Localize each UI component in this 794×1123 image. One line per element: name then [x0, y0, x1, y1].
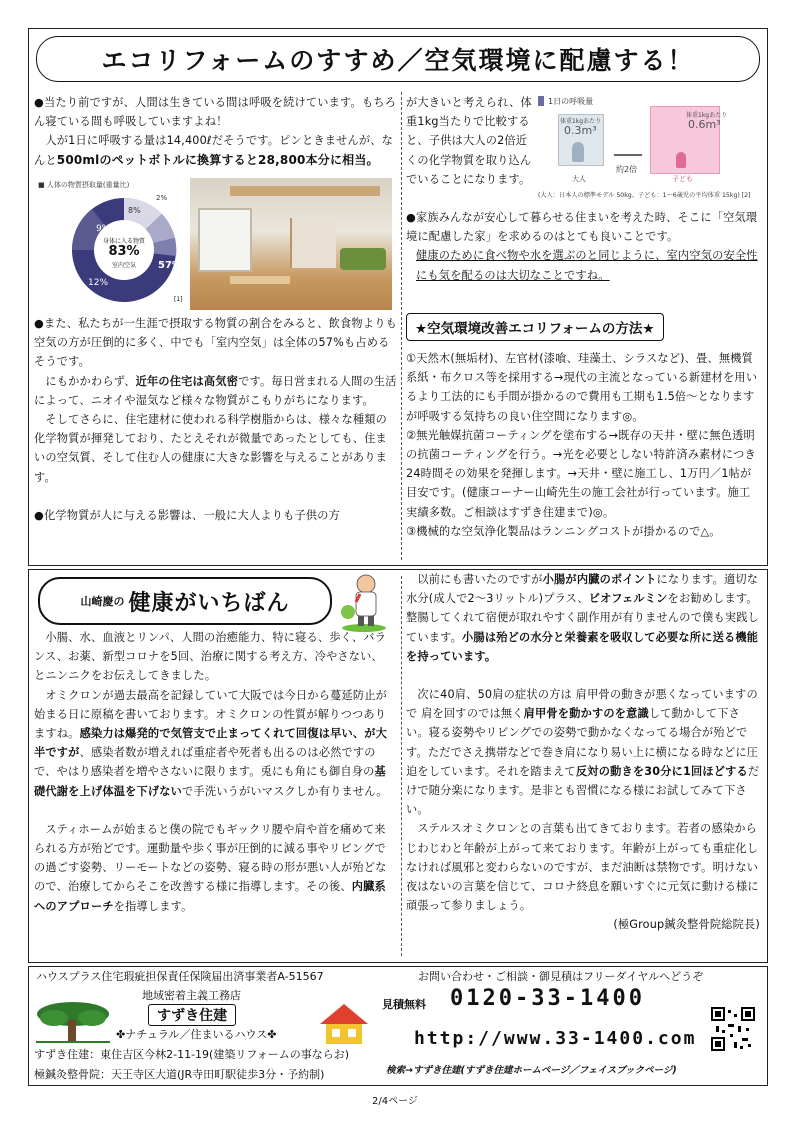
clinic-address: 極鍼灸整骨院：天王寺区大道(JR寺田町駅徒歩3分・予約制): [34, 1068, 325, 1081]
segment-other-value: 2%: [156, 194, 168, 202]
page-number: 2/4ページ: [372, 1096, 418, 1107]
health-column-divider: [401, 576, 402, 956]
para-children: ●化学物質が人に与える影響は、一般に大人よりも子供の方: [34, 508, 341, 522]
para-air-safety: 健康のために食べ物や水を選ぶのと同じように、室内空気の安全性にも気を配るのは大切なことですね。: [416, 249, 758, 282]
method-list: [406, 349, 760, 541]
para-volume: 人が1日に呼吸する量は14,400ℓだそうです。ピンときませんが、なんと500mlのペットボトルに換算すると28,800本分に相当。: [34, 134, 394, 167]
chart-center-value: 83%: [108, 244, 140, 259]
chart-center-sub: 身体に入る物質: [102, 238, 145, 245]
search-note: 検索→すずき住建(すずき住建ホームページ／フェイスブックページ): [386, 1065, 677, 1076]
health-para-3: スティホームが始まると僕の院でもギックリ腰や肩や首を痛めて来られる方が殆どです。運動量や歩く事が圧倒的に減る事やリビングでの過ごす姿勢、リーモートなどの姿勢、寝る時の形が悪い人が殆どなので、治療してからそこを改善する様に指導します。その後、内臓系へのアプローチを指導します。: [34, 822, 387, 913]
page-title: エコリフォームのすすめ／空気環境に配慮する！: [36, 36, 760, 82]
para-healthy-home: ●家族みんなが安心して暮らせる住まいを考えた時、そこに「空気環境に配慮した家」を求めるのはとても良いことです。: [406, 211, 758, 244]
footer-local-builder: 地域密着主義工務店: [142, 989, 241, 1002]
website-url[interactable]: http://www.33-1400.com: [414, 1028, 697, 1049]
company-name: すずき住建: [148, 1004, 236, 1026]
health-title-big: 健康がいちばん: [128, 590, 290, 616]
contact-note: お問い合わせ・ご相談・御見積はフリーダイヤルへどうぞ: [418, 970, 704, 983]
child-name: 子ども: [672, 175, 693, 183]
left-column-lower: [34, 314, 398, 525]
figure-title: 1日の呼吸量: [548, 97, 594, 106]
window: [198, 208, 252, 272]
house-icon: [318, 1002, 370, 1046]
health-para-6: ステルスオミクロンとの言葉も出てきております。若者の感染からじわじわと年齢が上がって来ております。年齢が上がっても重症化しなければ風邪と変わらないのですが、まだ油断は禁物です。明けない夜はないの言葉を信じて、コロナ終息を願いすぐに元気に動ける様に頑張って参りましょう。: [406, 822, 759, 913]
health-title-small: 山崎慶の: [80, 595, 125, 608]
intake-chart-image: [36, 178, 186, 308]
child-icon: [676, 152, 686, 168]
breathing-figure: [538, 94, 762, 208]
chart-title: ■ 人体の物質摂取量(重量比): [38, 181, 130, 189]
method-2: ②無光触媒抗菌コーティングを塗布する→既存の天井・壁に無色透明の抗菌コーティングを行う。→光を必要としない特許済み素材につき24時間その効果を発揮します。→天井・壁に施工し、1万円／1帖が目安です。(健康コーナー山崎先生の施工会社が行っています。施工実績多数。ご相談はすずき住建まで)◎。: [406, 428, 756, 519]
footer-registration: ハウスプラス住宅瑕疵担保責任保険届出済事業者A-51567: [36, 970, 324, 983]
left-column: [34, 93, 398, 170]
chart-center-label: 室内空気: [111, 262, 136, 269]
para-chemicals: そしてさらに、住宅建材に使われる科学樹脂からは、様々な種類の化学物質が揮発しており、たとえそれが微量であったとしても、住まいの空気質、そして住む人の健康に大きな影響を与えることがあります。: [34, 413, 388, 484]
adult-name: 大人: [572, 175, 586, 183]
chart-source: [1]: [174, 296, 183, 303]
figure-note: (大人：日本人の標準モデル 50kg、子ども：1〜6歳児の平均体重 15kg) [2]: [538, 192, 751, 199]
method-heading: ★空気環境改善エコリフォームの方法★: [406, 313, 664, 341]
method-1: ①天然木(無垢材)、左官材(漆喰、珪藻土、シラスなど)、畳、無機質系紙・布クロス等を採用する→現代の主流となっている新建材を用いるより工法的にも手間が掛かるので費用も工期も1.5倍〜となりますが呼吸する気持ちの良い住空間になります◎。: [406, 352, 758, 423]
ceiling-beam: [230, 186, 380, 196]
child-label: 体重1kgあたり: [686, 112, 728, 119]
para-breathing: ●当たり前ですが、人間は生きている間は呼吸を続けています。もちろん寝ている間も呼吸していますよね！: [34, 96, 397, 129]
segment-public-value: 12%: [88, 278, 109, 288]
company-tagline: ✤ナチュラル／住まいるハウス✤: [116, 1028, 277, 1041]
adult-icon: [572, 142, 584, 162]
health-para-5: 次に40肩、50肩の症状の方は 肩甲骨の動きが悪くなっていますので 肩を回すのでは無く肩甲骨を動かすのを意識して動かして下さい。寝る姿勢やリビングでの姿勢で動かなくなってる場合が殆どです。ただでさえ携帯などで巻き肩になり易い上に横になる時などに圧迫をしています。それを踏まえて反対の動きを30分に1回ほどするだけで随分楽になります。是非とも習慣になる様にお試してみて下さい。: [406, 688, 760, 817]
table: [230, 276, 290, 284]
health-para-2: オミクロンが過去最高を記録していて大阪では今日から蔓延防止が始まる日に原稿を書いております。オミクロンの性質が解りつつありますね。感染力は爆発的で気管支で止まってくれて回復は早い、が大半ですが、感染者数が増えれば重症者や死者も出るのは必然ですので、やはり感染者を増やさないに限ります。兎にも角にも御自身の基礎代謝を上げ体温を下げないで手洗いうがいマスクしか有りません。: [34, 688, 388, 798]
health-para-4: 以前にも書いたのですが小腸が内臓のポイントになります。適切な水分(成人で2〜3リットル)プラス、ビオフェルミンをお勧めします。整腸してくれて宿便が取れやすく副作用が有りませんので僕も実践しています。小腸は殆どの水分と栄養素を吸収して必要な所に送る機能を持っています。: [406, 573, 760, 663]
health-title-banner: [38, 577, 332, 625]
ratio-label: 約2倍: [616, 165, 638, 174]
ratio-arrow: [614, 154, 642, 156]
method-3: ③機械的な空気浄化製品はランニングコストが掛かるので△。: [406, 524, 721, 538]
health-signature: (極Group鍼灸整骨院総院長): [613, 918, 760, 932]
health-para-1: 小腸、水、血液とリンパ、人間の治癒能力、特に寝る、歩く、バランス、お薬、新型コロナを5回、治療に関する考え方、冷やさない、とニンニクをお伝えしてきました。: [34, 631, 387, 683]
health-right-column: [406, 570, 760, 935]
segment-outdoor-value: 9%: [96, 224, 111, 234]
column-divider: [401, 92, 402, 560]
child-value: 0.6m³: [688, 118, 721, 131]
segment-indoor-value: 57%: [158, 260, 182, 271]
adult-label: 体重1kgあたり: [560, 118, 602, 125]
right-column-intro: [406, 93, 534, 189]
room-photo: [190, 178, 392, 310]
para-child-ratio: が大きいと考えられ、体重1kg当たりで比較すると、子供は大人の2倍近くの化学物質を取り込んでいることになります。: [406, 96, 532, 186]
segment-drink-value: 8%: [128, 206, 141, 215]
free-estimate-label: 見積無料: [382, 998, 426, 1011]
para-intake: ●また、私たちが一生涯で摂取する物質の割合をみると、飲食物よりも空気の方が圧倒的に多く、中でも「室内空気」は全体の57%も占めるそうです。: [34, 317, 397, 369]
shelf: [290, 218, 336, 268]
figure-title-bar: [538, 96, 544, 106]
doctor-illustration: [338, 572, 390, 632]
right-column: [406, 208, 760, 285]
tree-logo: [34, 1000, 112, 1044]
company-address: すずき住建：東住吉区今林2-11-19(建築リフォームの事ならお): [34, 1048, 350, 1061]
para-airtight: にもかかわらず、近年の住宅は高気密です。毎日営まれる人間の生活によって、ニオイや湿気など様々な物質がこもりがちになります。: [34, 374, 397, 407]
adult-value: 0.3m³: [564, 124, 597, 137]
qr-code: [710, 1006, 756, 1052]
sofa: [340, 248, 386, 270]
phone-number[interactable]: 0120-33-1400: [450, 986, 645, 1011]
health-left-column: [34, 628, 394, 916]
